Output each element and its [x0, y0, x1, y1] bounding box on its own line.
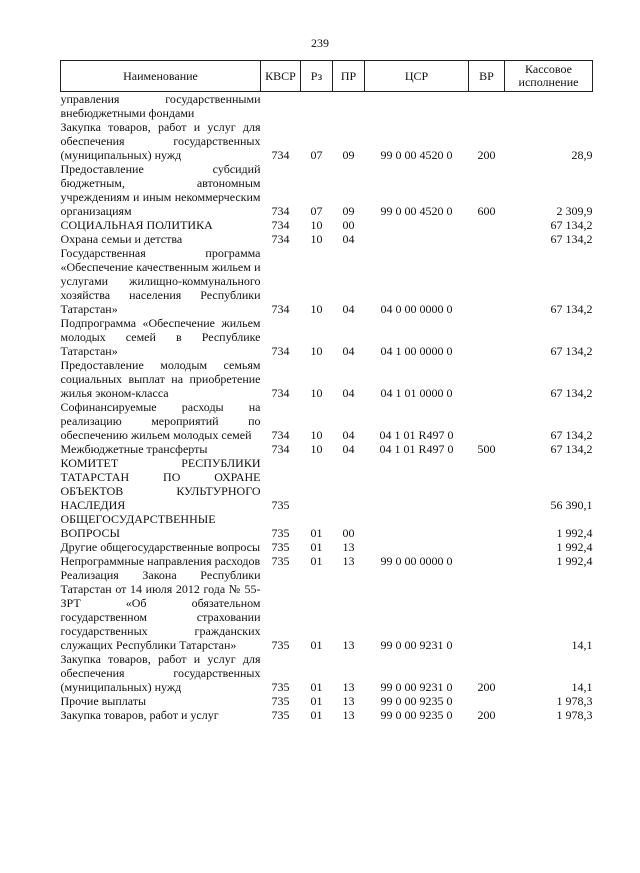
- row-name: Софинансируемые расходы на реализацию мероприятий по обеспечению жильем молодых семей: [60, 400, 261, 442]
- row-name: Закупка товаров, работ и услуг для обеспечения государственных (муниципальных) нужд: [60, 652, 261, 694]
- row-name: Закупка товаров, работ и услуг: [60, 708, 219, 722]
- header-name: Наименование: [61, 61, 261, 92]
- row-vr: [469, 554, 505, 568]
- row-csr: 99 0 00 0000 0: [380, 554, 453, 568]
- table-row: [61, 512, 593, 540]
- row-pr: 09: [342, 148, 355, 162]
- row-sum: [505, 92, 593, 121]
- row-kvsr: 735: [271, 526, 290, 540]
- row-pr: 13: [342, 638, 355, 652]
- row-kvsr: 735: [271, 540, 290, 554]
- row-csr: [365, 512, 469, 540]
- row-name: СОЦИАЛЬНАЯ ПОЛИТИКА: [60, 218, 213, 232]
- row-rz: 10: [310, 218, 323, 232]
- row-rz: 01: [310, 694, 323, 708]
- row-sum: 14,1: [571, 638, 593, 652]
- table-row: [61, 358, 593, 400]
- table-row: [61, 246, 593, 316]
- row-kvsr: 735: [271, 498, 290, 512]
- row-sum: 67 134,2: [550, 442, 593, 456]
- row-kvsr: 734: [271, 218, 290, 232]
- row-kvsr: 735: [271, 708, 290, 722]
- row-rz: [301, 456, 333, 512]
- table-row: [61, 92, 593, 121]
- row-csr: [365, 456, 469, 512]
- row-kvsr: 734: [271, 428, 290, 442]
- row-rz: 10: [310, 428, 323, 442]
- row-name: Предоставление субсидий бюджетным, автономным учреждениям и иным некоммерческим организациям: [60, 162, 261, 218]
- row-sum: 1 992,4: [556, 526, 593, 540]
- header-rz: Рз: [301, 61, 333, 92]
- row-vr: [469, 246, 505, 316]
- row-kvsr: 735: [271, 638, 290, 652]
- row-pr: [333, 92, 365, 121]
- table-row: [61, 652, 593, 694]
- row-vr: [469, 316, 505, 358]
- row-csr: 04 1 00 0000 0: [380, 344, 453, 358]
- row-sum: 1 992,4: [556, 554, 593, 568]
- row-kvsr: 734: [271, 232, 290, 246]
- table-row: [61, 540, 593, 554]
- table-row: [61, 554, 593, 568]
- row-pr: 13: [342, 540, 355, 554]
- row-pr: 04: [342, 302, 355, 316]
- row-name: управления государственными внебюджетными фондами: [60, 92, 261, 120]
- row-vr: [469, 694, 505, 708]
- row-vr: [469, 568, 505, 652]
- row-pr: [333, 456, 365, 512]
- row-csr: 04 0 00 0000 0: [380, 302, 453, 316]
- row-vr: [469, 92, 505, 121]
- row-vr: [469, 512, 505, 540]
- row-vr: [469, 358, 505, 400]
- header-kvsr: КВСР: [261, 61, 301, 92]
- row-pr: 13: [342, 708, 355, 722]
- row-rz: 01: [310, 540, 323, 554]
- table-row: [61, 316, 593, 358]
- row-name: Другие общегосударственные вопросы: [60, 540, 261, 554]
- header-pr: ПР: [333, 61, 365, 92]
- row-kvsr: 735: [271, 554, 290, 568]
- row-vr: 200: [477, 148, 496, 162]
- row-rz: 10: [310, 344, 323, 358]
- row-csr: 99 0 00 9231 0: [380, 680, 453, 694]
- row-rz: 07: [310, 148, 323, 162]
- row-pr: 04: [342, 386, 355, 400]
- row-vr: 200: [477, 680, 496, 694]
- table-row: [61, 232, 593, 246]
- row-kvsr: 734: [271, 148, 290, 162]
- row-rz: 10: [310, 386, 323, 400]
- row-name: КОМИТЕТ РЕСПУБЛИКИ ТАТАРСТАН ПО ОХРАНЕ ОБЪЕКТОВ КУЛЬТУРНОГО НАСЛЕДИЯ: [60, 456, 261, 512]
- row-name: Государственная программа «Обеспечение качественным жильем и услугами жилищно-коммунального хозяйства населения Республики Татарстан»: [60, 246, 261, 316]
- row-vr: 600: [477, 204, 496, 218]
- row-csr: [365, 92, 469, 121]
- row-csr: 99 0 00 9235 0: [380, 708, 453, 722]
- row-name: Закупка товаров, работ и услуг для обеспечения государственных (муниципальных) нужд: [60, 120, 261, 162]
- row-rz: 01: [310, 526, 323, 540]
- row-sum: 67 134,2: [550, 386, 593, 400]
- row-sum: 67 134,2: [550, 344, 593, 358]
- row-pr: 13: [342, 694, 355, 708]
- row-vr: 500: [477, 442, 496, 456]
- row-pr: 13: [342, 680, 355, 694]
- row-name: Охрана семьи и детства: [60, 232, 183, 246]
- row-sum: 67 134,2: [550, 428, 593, 442]
- row-vr: [469, 232, 505, 246]
- row-sum: 1 978,3: [556, 694, 593, 708]
- row-csr: [365, 540, 469, 554]
- row-rz: 07: [310, 204, 323, 218]
- row-csr: 99 0 00 4520 0: [380, 204, 453, 218]
- row-csr: [365, 232, 469, 246]
- row-pr: 04: [342, 344, 355, 358]
- row-name: Прочие выплаты: [60, 694, 147, 708]
- page-number: 239: [311, 36, 329, 50]
- row-vr: [469, 400, 505, 442]
- row-rz: 10: [310, 232, 323, 246]
- row-vr: 200: [477, 708, 496, 722]
- row-name: Реализация Закона Республики Татарстан от 14 июля 2012 года № 55-ЗРТ «Об обязательном государственном страховании государственных гражданских служащих Республики Татарстан»: [60, 568, 261, 652]
- row-csr: 99 0 00 9231 0: [380, 638, 453, 652]
- table-row: [61, 456, 593, 512]
- row-sum: 56 390,1: [550, 498, 593, 512]
- table-row: [61, 120, 593, 162]
- row-csr: 04 1 01 R497 0: [379, 428, 454, 442]
- row-rz: 01: [310, 680, 323, 694]
- row-name: Предоставление молодым семьям социальных выплат на приобретение жилья эконом-класса: [60, 358, 261, 400]
- row-sum: 2 309,9: [556, 204, 593, 218]
- row-sum: 28,9: [571, 148, 593, 162]
- row-kvsr: 734: [271, 302, 290, 316]
- header-sum: Кассовое исполнение: [505, 61, 593, 92]
- row-rz: [301, 92, 333, 121]
- row-sum: 1 992,4: [556, 540, 593, 554]
- header-vr: ВР: [469, 61, 505, 92]
- row-vr: [469, 540, 505, 554]
- row-vr: [469, 218, 505, 232]
- row-csr: [365, 218, 469, 232]
- row-name: Подпрограмма «Обеспечение жильем молодых семей в Республике Татарстан»: [60, 316, 261, 358]
- table-row: [61, 708, 593, 722]
- table-body: [61, 92, 593, 723]
- row-sum: 14,1: [571, 680, 593, 694]
- table-row: [61, 568, 593, 652]
- table-row: [61, 400, 593, 442]
- row-kvsr: 735: [271, 694, 290, 708]
- row-pr: 04: [342, 442, 355, 456]
- row-csr: 99 0 00 4520 0: [380, 148, 453, 162]
- row-name: Межбюджетные трансферты: [60, 442, 208, 456]
- table-row: [61, 442, 593, 456]
- row-rz: 10: [310, 302, 323, 316]
- row-pr: 00: [342, 218, 355, 232]
- row-pr: 00: [342, 526, 355, 540]
- row-kvsr: 734: [271, 344, 290, 358]
- row-rz: 10: [310, 442, 323, 456]
- row-pr: 09: [342, 204, 355, 218]
- row-pr: 04: [342, 428, 355, 442]
- row-kvsr: 734: [271, 442, 290, 456]
- row-sum: 67 134,2: [550, 232, 593, 246]
- row-pr: 04: [342, 232, 355, 246]
- row-kvsr: 734: [271, 204, 290, 218]
- row-rz: 01: [310, 554, 323, 568]
- row-csr: 04 1 01 0000 0: [380, 386, 453, 400]
- row-pr: 13: [342, 554, 355, 568]
- row-kvsr: 734: [271, 386, 290, 400]
- budget-table: [60, 60, 593, 722]
- row-sum: 67 134,2: [550, 218, 593, 232]
- table-row: [61, 162, 593, 218]
- row-kvsr: [261, 92, 301, 121]
- row-sum: 67 134,2: [550, 302, 593, 316]
- table-row: [61, 218, 593, 232]
- header-csr: ЦСР: [365, 61, 469, 92]
- row-rz: 01: [310, 638, 323, 652]
- row-name: Непрограммные направления расходов: [60, 554, 261, 568]
- row-sum: 1 978,3: [556, 708, 593, 722]
- row-name: ОБЩЕГОСУДАРСТВЕННЫЕ ВОПРОСЫ: [60, 512, 216, 540]
- row-kvsr: 735: [271, 680, 290, 694]
- table-header-row: [61, 61, 593, 92]
- table-row: [61, 694, 593, 708]
- row-vr: [469, 456, 505, 512]
- row-csr: 04 1 01 R497 0: [379, 442, 454, 456]
- row-csr: 99 0 00 9235 0: [380, 694, 453, 708]
- row-rz: 01: [310, 708, 323, 722]
